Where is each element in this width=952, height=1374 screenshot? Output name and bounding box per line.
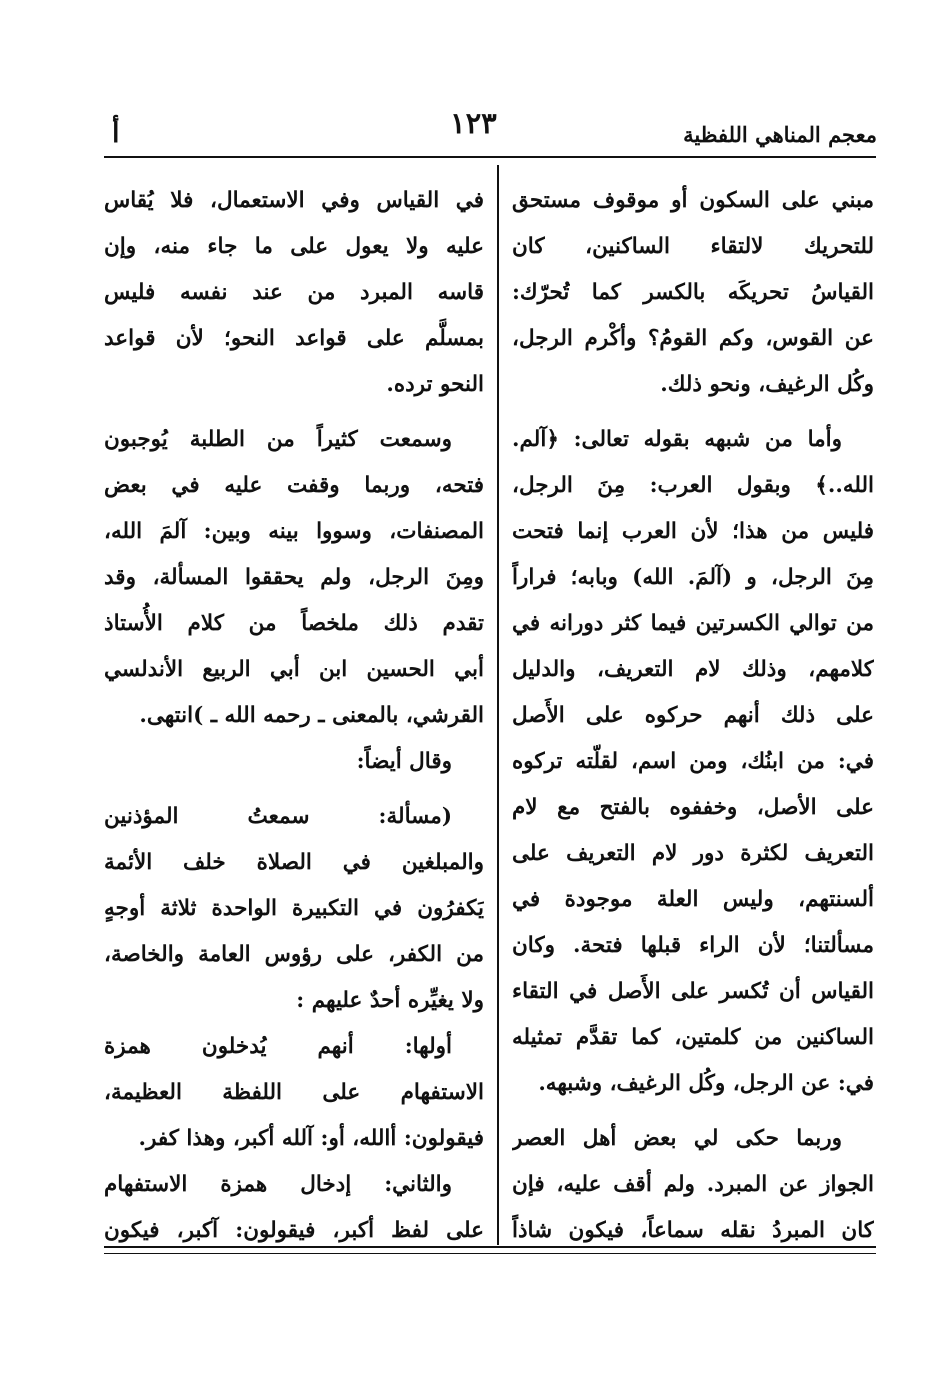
column-divider — [497, 165, 499, 1245]
text-line: المصنفات، وسووا بينه وبين: آلمَ الله، — [104, 519, 484, 544]
text-line: على ذلك أنهم حركوه على الأَصل — [512, 703, 874, 728]
text-line: (مسألة: سمعتُ المؤذنين — [104, 804, 452, 829]
signature-mark: أ — [112, 118, 120, 149]
text-line: وكُل الرغيف، ونحو ذلك. — [660, 372, 874, 397]
text-line: مسألتنا؛ لأن الراء قبلها فتحة. وكان — [512, 933, 874, 958]
text-line: ألسنتهم، وليس العلة موجودة في — [512, 887, 874, 912]
text-line: من الكفر، على رؤوس العامة والخاصة، — [104, 942, 484, 967]
running-header-title: معجم المناهي اللفظية — [683, 122, 877, 147]
text-line: مبني على السكون أو موقوف مستحق — [512, 188, 874, 213]
text-line: النحو ترده. — [386, 372, 484, 397]
text-line: والمبلغين في الصلاة خلف الأئمة — [104, 850, 484, 875]
text-line: كلامهم، وذلك لام التعريف، والدليل — [512, 657, 874, 682]
text-line: عن القوس، وكم القومُ؟ وأكْرم الرجل، — [512, 326, 874, 351]
text-line: وأما من شبهه بقوله تعالى: ﴿آلم. — [512, 427, 842, 452]
text-line: عليه ولا يعول على ما جاء منه، وإن — [104, 234, 484, 259]
text-line: مِنَ الرجل، و (آلمَ. الله) وبابه؛ فراراً — [512, 565, 874, 590]
text-line: التعريف لكثرة دور لام التعريف على — [512, 841, 874, 866]
page-number: ١٢٣ — [450, 106, 497, 140]
text-line: في القياس وفي الاستعمال، فلا يُقاس — [104, 188, 484, 213]
text-line: فيقولون: أالله، أو: آلله أكبر، وهذا كفر. — [138, 1126, 484, 1151]
text-line: تقدم ذلك ملخصاً من كلام الأُستاذ — [104, 611, 484, 636]
text-line: القياس أن تُكسر على الأَصل في التقاء — [512, 979, 874, 1004]
text-line: وسمعت كثيراً من الطلبة يُوجبون — [104, 427, 452, 452]
text-line: الساكنين من كلمتين، كما تقدَّم تمثيله — [512, 1025, 874, 1050]
text-line: الله..﴾ وبقول العرب: مِنَ الرجل، — [512, 473, 874, 498]
left-column — [104, 178, 484, 1254]
text-line: يَكفرُون في التكبيرة الواحدة ثلاثة أوجهٍ — [104, 896, 484, 921]
text-line: كان المبردُ نقله سماعاً، فيكون شاذاً — [512, 1218, 874, 1243]
text-line: وقال أيضاً: — [356, 749, 452, 774]
text-line: فليس من هذا؛ لأن العرب إنما فتحت — [512, 519, 874, 544]
text-line: بمسلَّم على قواعد النحو؛ لأن قواعد — [104, 326, 484, 351]
text-line: فتحه، وربما وقفت عليه في بعض — [104, 473, 484, 498]
text-line: ولا يغيِّره أحدٌ عليهم : — [296, 988, 484, 1013]
text-line: من توالي الكسرتين فيما كثر دورانه في — [512, 611, 874, 636]
text-line: الجواز عن المبرد. ولم أقف عليه، فإن — [512, 1172, 874, 1197]
text-line: قاسه المبرد من عند نفسه فليس — [104, 280, 484, 305]
right-column — [512, 178, 874, 1254]
text-line: على الأصل، وخففوه بالفتح مع لام — [512, 795, 874, 820]
text-line: في: عن الرجل، وكُل الرغيف، وشبهه. — [538, 1071, 874, 1096]
header-rule — [104, 156, 876, 158]
text-line: على لفظ أكبر، فيقولون: آكبر، فيكون — [104, 1218, 484, 1243]
text-line: والثاني: إدخال همزة الاستفهام — [104, 1172, 452, 1197]
text-line: ومِنَ الرجل، ولم يحققوا المسألة، وقد — [104, 565, 484, 590]
text-line: الاستفهام على اللفظة العظيمة، — [104, 1080, 484, 1105]
text-line: القرشي، بالمعنى ـ رحمه الله ـ )انتهى. — [139, 703, 484, 728]
text-line: في: من ابنُك، ومن اسم، لقلّته تركوه — [512, 749, 874, 774]
text-line: وربما حكى لي بعض أهل العصر — [512, 1126, 842, 1151]
text-line: أبي الحسين ابن أبي الربيع الأندلسي — [104, 657, 484, 682]
text-line: القياسُ تحريكَه بالكسر كما تُحرّك: — [512, 280, 874, 305]
text-line: للتحريك لالتقاء الساكنين، كان — [512, 234, 874, 259]
text-line: أولها: أنهم يُدخلون همزة — [104, 1034, 452, 1059]
